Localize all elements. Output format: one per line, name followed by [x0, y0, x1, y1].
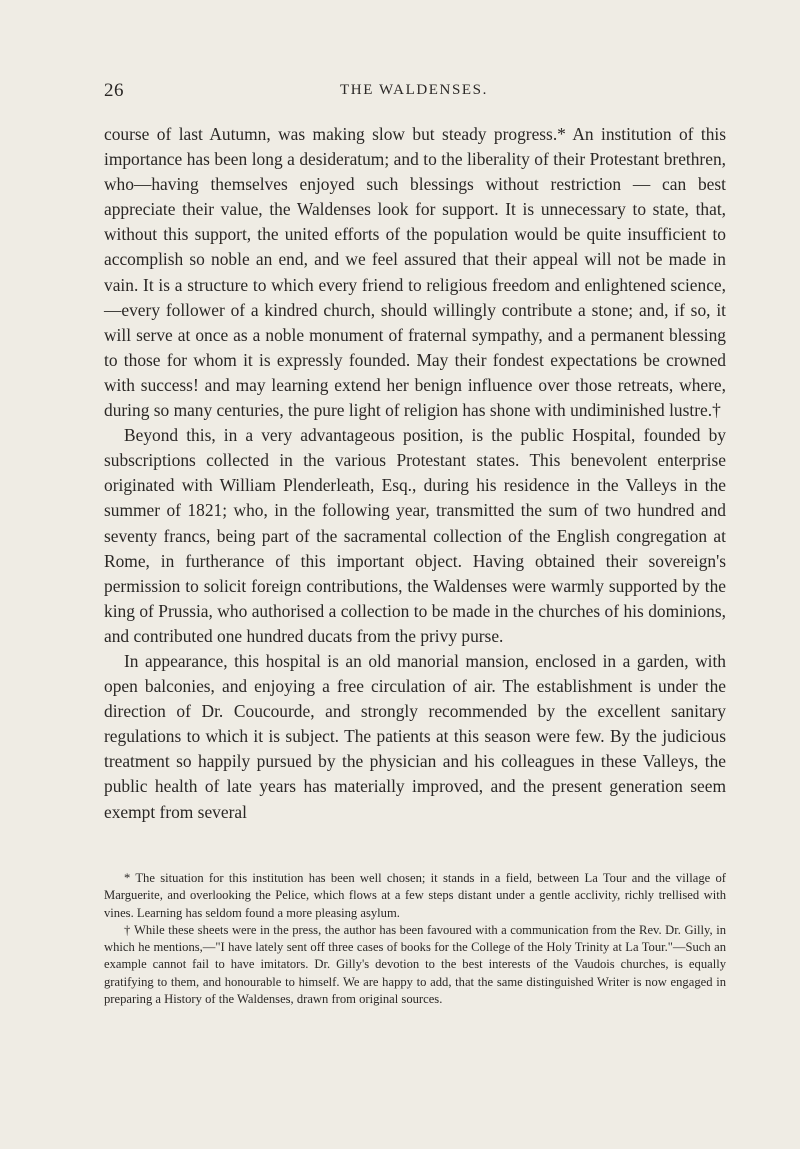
footnote: * The situation for this institution has been well chosen; it stands in a field, between La Tour and the village of Marguerite, and overlooking the Pelice, which flows at a few steps distant under a gentle acclivity, richly trellised with vines. Learning has seldom found a more pleasing asylum.: [104, 871, 726, 920]
body-text: [104, 122, 726, 825]
paragraph: In appearance, this hospital is an old manorial mansion, enclosed in a garden, with open balconies, and enjoying a free circulation of air. The establishment is under the direction of Dr. Coucourde, and strongly recommended by the excellent sanitary regulations to which it is subject. The patients at this season were few. By the judicious treatment so happily pursued by the physician and his colleagues in these Valleys, the public health of late years has materially improved, and the present generation seem exempt from several: [104, 650, 726, 822]
footnotes: [104, 870, 726, 1008]
paragraph: course of last Autumn, was making slow but steady progress.* An institution of this importance has been long a desideratum; and to the liberality of their Protestant brethren, who—having themselves enjoyed such blessings without restriction — can best appreciate their value, the Waldenses look for support. It is unnecessary to state, that, without this support, the united efforts of the population would be quite insufficient to accomplish so noble an end, and we feel assured that their appeal will not be made in vain. It is a structure to which every friend to religious freedom and enlightened science,—every follower of a kindred church, should willingly contribute a stone; and, if so, it will serve at once as a noble monument of fraternal sympathy, and a permanent blessing to those for whom it is expressly founded. May their fondest expectations be crowned with success! and may learning extend her benign influence over those retreats, where, during so many centuries, the pure light of religion has shone with undiminished lustre.†: [104, 124, 726, 421]
running-head: [104, 80, 724, 104]
footnote: † While these sheets were in the press, the author has been favoured with a communication from the Rev. Dr. Gilly, in which he mentions,—"I have lately sent off three cases of books for the College of the Holy Trinity at La Tour."—Such an example cannot fail to have imitators. Dr. Gilly's devotion to the best interests of the Vaudois churches, is equally gratifying to them, and honourable to himself. We are happy to add, that the same distinguished Writer is now engaged in preparing a History of the Waldenses, drawn from original sources.: [104, 922, 726, 1007]
running-title: THE WALDENSES.: [340, 82, 488, 98]
page-number: 26: [104, 80, 124, 101]
paragraph: Beyond this, in a very advantageous position, is the public Hospital, founded by subscriptions collected in the various Protestant states. This benevolent enterprise originated with William Plenderleath, Esq., during his residence in the Valleys in the summer of 1821; who, in the following year, transmitted the sum of two hundred and seventy francs, being part of the sacramental collection of the English congregation at Rome, in furtherance of this important object. Having obtained their sovereign's permission to solicit foreign contributions, the Waldenses were warmly supported by the king of Prussia, who authorised a collection to be made in the churches of his dominions, and contributed one hundred ducats from the privy purse.: [104, 425, 726, 646]
